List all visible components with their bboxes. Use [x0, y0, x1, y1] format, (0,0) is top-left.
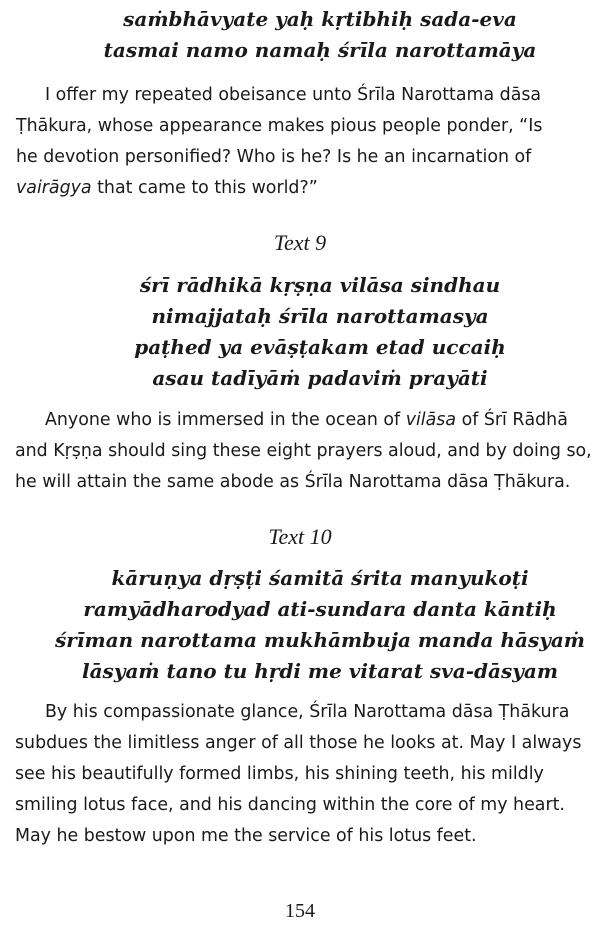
verse-line: asau tadīyāṁ padaviṁ prayāti	[152, 366, 488, 390]
verse-line: śrī rādhikā kṛṣṇa vilāsa sindhau	[139, 273, 501, 297]
verse-line: saṁbhāvyate yaḥ kṛtibhiḥ sada-eva	[123, 7, 517, 31]
page-number: 154	[285, 900, 315, 922]
paragraph-line: see his beautifully formed limbs, his shining teeth, his mildly	[15, 764, 544, 784]
paragraph-line: he devotion personified? Who is he? Is he an incarnation of	[16, 147, 532, 167]
verse-line: lāsyaṁ tano tu hṛdi me vitarat sva-dāsyam	[82, 659, 558, 683]
paragraph-line: Ṭhākura, whose appearance makes pious people ponder, “Is	[16, 116, 543, 136]
paragraph-text: of Śrī Rādhā	[461, 410, 568, 430]
translation-paragraph	[0, 405, 600, 498]
paragraph-line: that came to this world?”	[97, 178, 318, 198]
paragraph-line: May he bestow upon me the service of his lotus feet.	[15, 826, 477, 846]
italic-term: vilāsa	[405, 410, 457, 430]
paragraph-line: he will attain the same abode as Śrīla Narottama dāsa Ṭhākura.	[15, 472, 571, 492]
paragraph-line: subdues the limitless anger of all those he looks at. May I always	[15, 733, 582, 753]
paragraph-line: and Kṛṣṇa should sing these eight prayers aloud, and by doing so,	[15, 441, 592, 461]
paragraph-line: I offer my repeated obeisance unto Śrīla Narottama dāsa	[45, 85, 542, 105]
text-heading: Text 10	[268, 524, 332, 549]
translation-paragraph	[0, 80, 600, 204]
verse-line: śrīman narottama mukhāmbuja manda hāsyaṁ	[55, 628, 585, 652]
paragraph-text: Anyone who is immersed in the ocean of	[45, 410, 401, 430]
verse-line: paṭhed ya evāṣṭakam etad uccaiḥ	[134, 335, 506, 359]
verse-line: ramyādharodyad ati-sundara danta kāntiḥ	[83, 597, 557, 621]
verse-line: kāruṇya dṛṣṭi śamitā śrita manyukoṭi	[111, 566, 529, 590]
verse-line: tasmai namo namaḥ śrīla narottamāya	[103, 38, 537, 62]
verse-top	[0, 4, 600, 66]
translation-paragraph	[0, 697, 600, 852]
paragraph-line: smiling lotus face, and his dancing within the core of my heart.	[15, 795, 565, 815]
verse-line: nimajjataḥ śrīla narottamasya	[151, 304, 489, 328]
verse-text-10	[0, 563, 600, 687]
verse-text-9	[0, 270, 600, 394]
text-heading: Text 9	[273, 230, 327, 255]
italic-term: vairāgya	[16, 178, 92, 198]
paragraph-line: By his compassionate glance, Śrīla Narottama dāsa Ṭhākura	[45, 702, 570, 722]
